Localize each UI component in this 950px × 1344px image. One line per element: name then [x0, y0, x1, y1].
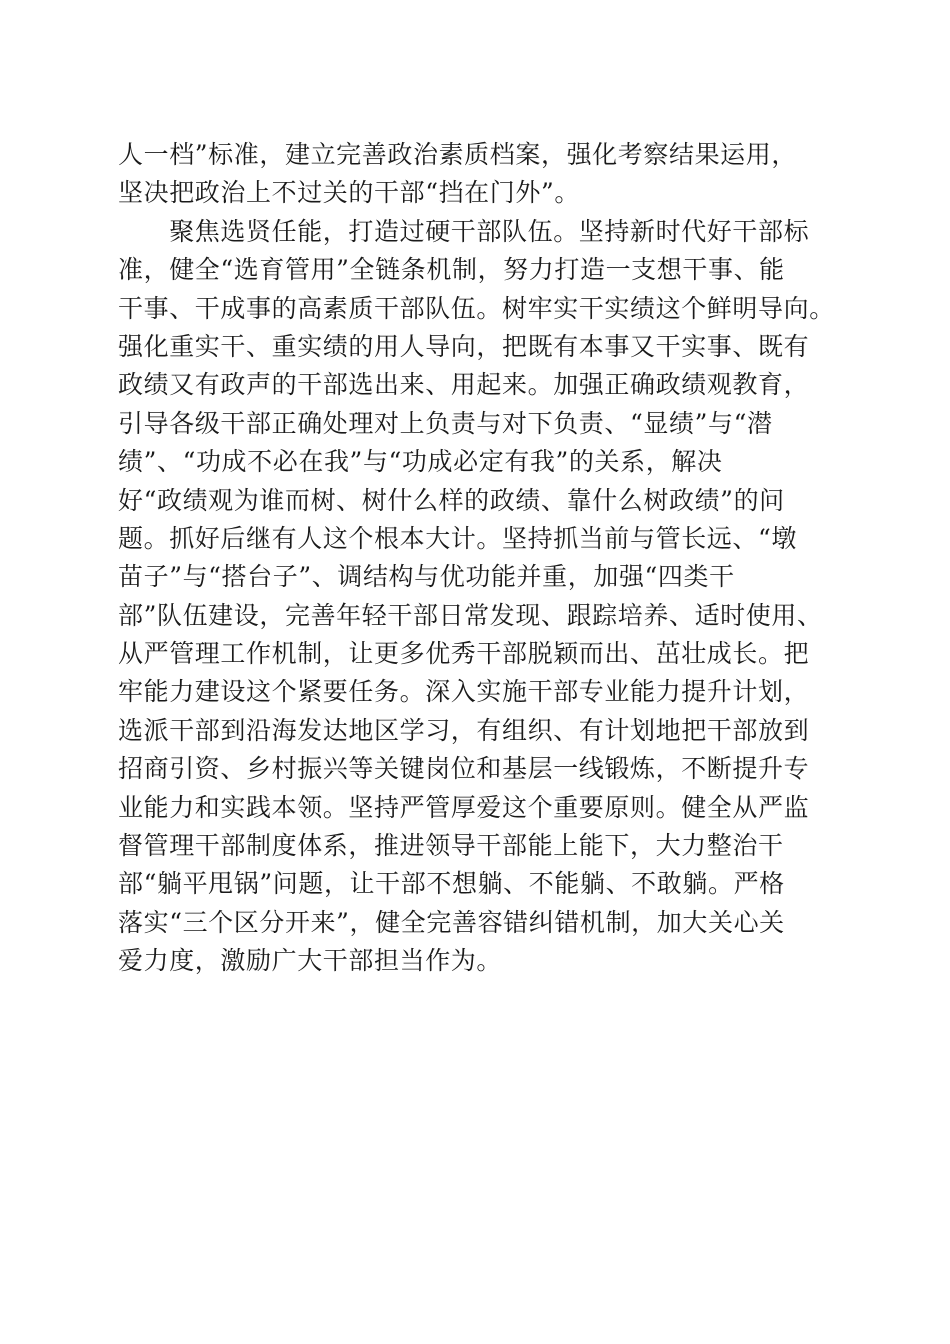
text-line: 部“躺平甩锅”问题，让干部不想躺、不能躺、不敢躺。严格 [118, 869, 785, 899]
text-line: 强化重实干、重实绩的用人导向，把既有本事又干实事、既有 [118, 331, 810, 361]
text-line: 从严管理工作机制，让更多优秀干部脱颖而出、茁壮成长。把 [118, 639, 810, 669]
text-line: 苗子”与“搭台子”、调结构与优功能并重，加强“四类干 [118, 562, 735, 592]
text-line: 督管理干部制度体系，推进领导干部能上能下，大力整治干 [118, 831, 784, 861]
text-line: 爱力度，激励广大干部担当作为。 [118, 946, 503, 976]
text-line: 业能力和实践本领。坚持严管厚爱这个重要原则。健全从严监 [118, 792, 810, 822]
text-line: 坚决把政治上不过关的干部“挡在门外”。 [118, 178, 580, 208]
text-line: 题。抓好后继有人这个根本大计。坚持抓当前与管长远、“墩 [118, 523, 797, 553]
text-line: 绩”、“功成不必在我”与“功成必定有我”的关系，解决 [118, 447, 723, 477]
text-line: 选派干部到沿海发达地区学习，有组织、有计划地把干部放到 [118, 715, 810, 745]
text-line: 部”队伍建设，完善年轻干部日常发现、跟踪培养、适时使用、 [118, 600, 823, 630]
text-line: 政绩又有政声的干部选出来、用起来。加强正确政绩观教育， [118, 370, 810, 400]
document-body-text [118, 136, 838, 981]
text-line: 牢能力建设这个紧要任务。深入实施干部专业能力提升计划， [118, 677, 810, 707]
text-line: 好“政绩观为谁而树、树什么样的政绩、靠什么树政绩”的问 [118, 485, 785, 515]
text-line: 落实“三个区分开来”，健全完善容错纠错机制，加大关心关 [118, 907, 785, 937]
text-line: 引导各级干部正确处理对上负责与对下负责、“显绩”与“潜 [118, 408, 773, 438]
text-line: 人一档”标准，建立完善政治素质档案，强化考察结果运用， [118, 140, 797, 169]
text-line: 招商引资、乡村振兴等关键岗位和基层一线锻炼，不断提升专 [118, 754, 810, 784]
text-line: 聚焦选贤任能，打造过硬干部队伍。坚持新时代好干部标 [118, 216, 810, 246]
text-line: 准，健全“选育管用”全链条机制，努力打造一支想干事、能 [118, 255, 785, 285]
text-line: 干事、干成事的高素质干部队伍。树牢实干实绩这个鲜明导向。 [118, 293, 835, 323]
